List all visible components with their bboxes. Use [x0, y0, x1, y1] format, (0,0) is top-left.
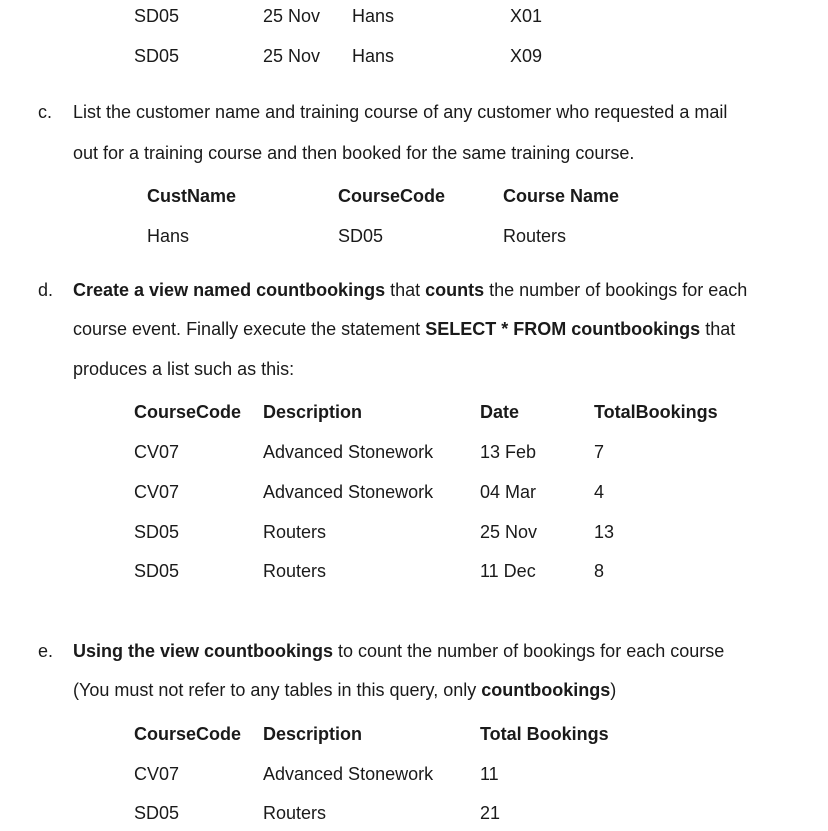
table-cell: SD05 — [338, 226, 384, 246]
table-cell: X09 — [510, 46, 543, 66]
text-run: the number of bookings for each — [484, 280, 748, 300]
table-cell: 7 — [594, 442, 605, 462]
table-cell: 4 — [594, 482, 605, 502]
table-cell: Routers — [263, 803, 327, 823]
text-run: that — [385, 280, 426, 300]
table-cell: 13 — [594, 522, 615, 542]
bold-text: Create a view named countbookings — [73, 280, 386, 300]
list-marker: d. — [38, 280, 54, 300]
bold-text: counts — [425, 280, 485, 300]
question-text — [73, 640, 724, 662]
table-cell: CV07 — [134, 482, 180, 502]
table-cell: 25 Nov — [263, 46, 321, 66]
column-header: CourseCode — [338, 186, 446, 206]
question-text: out for a training course and then booked for the same training course. — [73, 143, 635, 163]
question-text: List the customer name and training course of any customer who requested a mail — [73, 102, 728, 122]
list-marker: e. — [38, 641, 54, 661]
table-cell: 25 Nov — [480, 522, 538, 542]
text-run: that — [700, 319, 736, 339]
text-run: course event. Finally execute the statement — [73, 319, 426, 339]
table-cell: Routers — [503, 226, 567, 246]
table-cell: Hans — [352, 46, 395, 66]
table-cell: 8 — [594, 561, 605, 581]
question-text — [73, 679, 616, 701]
question-text — [73, 279, 747, 301]
column-header: CustName — [147, 186, 237, 206]
table-cell: SD05 — [134, 6, 180, 26]
table-cell: Hans — [352, 6, 395, 26]
column-header: CourseCode — [134, 724, 242, 744]
table-cell: Advanced Stonework — [263, 442, 434, 462]
table-cell: 11 — [480, 764, 499, 784]
bold-text: countbookings — [481, 680, 611, 700]
column-header: Date — [480, 402, 520, 422]
table-cell: 11 Dec — [480, 561, 536, 581]
table-cell: Routers — [263, 561, 327, 581]
question-text — [73, 318, 735, 340]
column-header: TotalBookings — [594, 402, 718, 422]
table-cell: CV07 — [134, 764, 180, 784]
question-text: produces a list such as this: — [73, 359, 295, 379]
list-marker: c. — [38, 102, 53, 122]
text-run: to count the number of bookings for each course — [333, 641, 725, 661]
column-header: Description — [263, 402, 363, 422]
table-cell: Routers — [263, 522, 327, 542]
table-cell: 13 Feb — [480, 442, 537, 462]
table-cell: 21 — [480, 803, 501, 823]
column-header: Description — [263, 724, 363, 744]
table-cell: SD05 — [134, 46, 180, 66]
column-header: Course Name — [503, 186, 620, 206]
table-cell: X01 — [510, 6, 543, 26]
table-cell: Advanced Stonework — [263, 482, 434, 502]
table-cell: 04 Mar — [480, 482, 537, 502]
bold-text: Using the view countbookings — [73, 641, 334, 661]
table-cell: SD05 — [134, 803, 180, 823]
table-cell: Hans — [147, 226, 190, 246]
column-header: CourseCode — [134, 402, 242, 422]
bold-text: SELECT * FROM countbookings — [425, 319, 701, 339]
table-cell: SD05 — [134, 561, 180, 581]
table-cell: CV07 — [134, 442, 180, 462]
table-cell: 25 Nov — [263, 6, 321, 26]
text-run: ) — [610, 680, 617, 700]
table-cell: SD05 — [134, 522, 180, 542]
table-cell: Advanced Stonework — [263, 764, 434, 784]
column-header: Total Bookings — [480, 724, 609, 744]
text-run: (You must not refer to any tables in this query, only — [73, 680, 482, 700]
